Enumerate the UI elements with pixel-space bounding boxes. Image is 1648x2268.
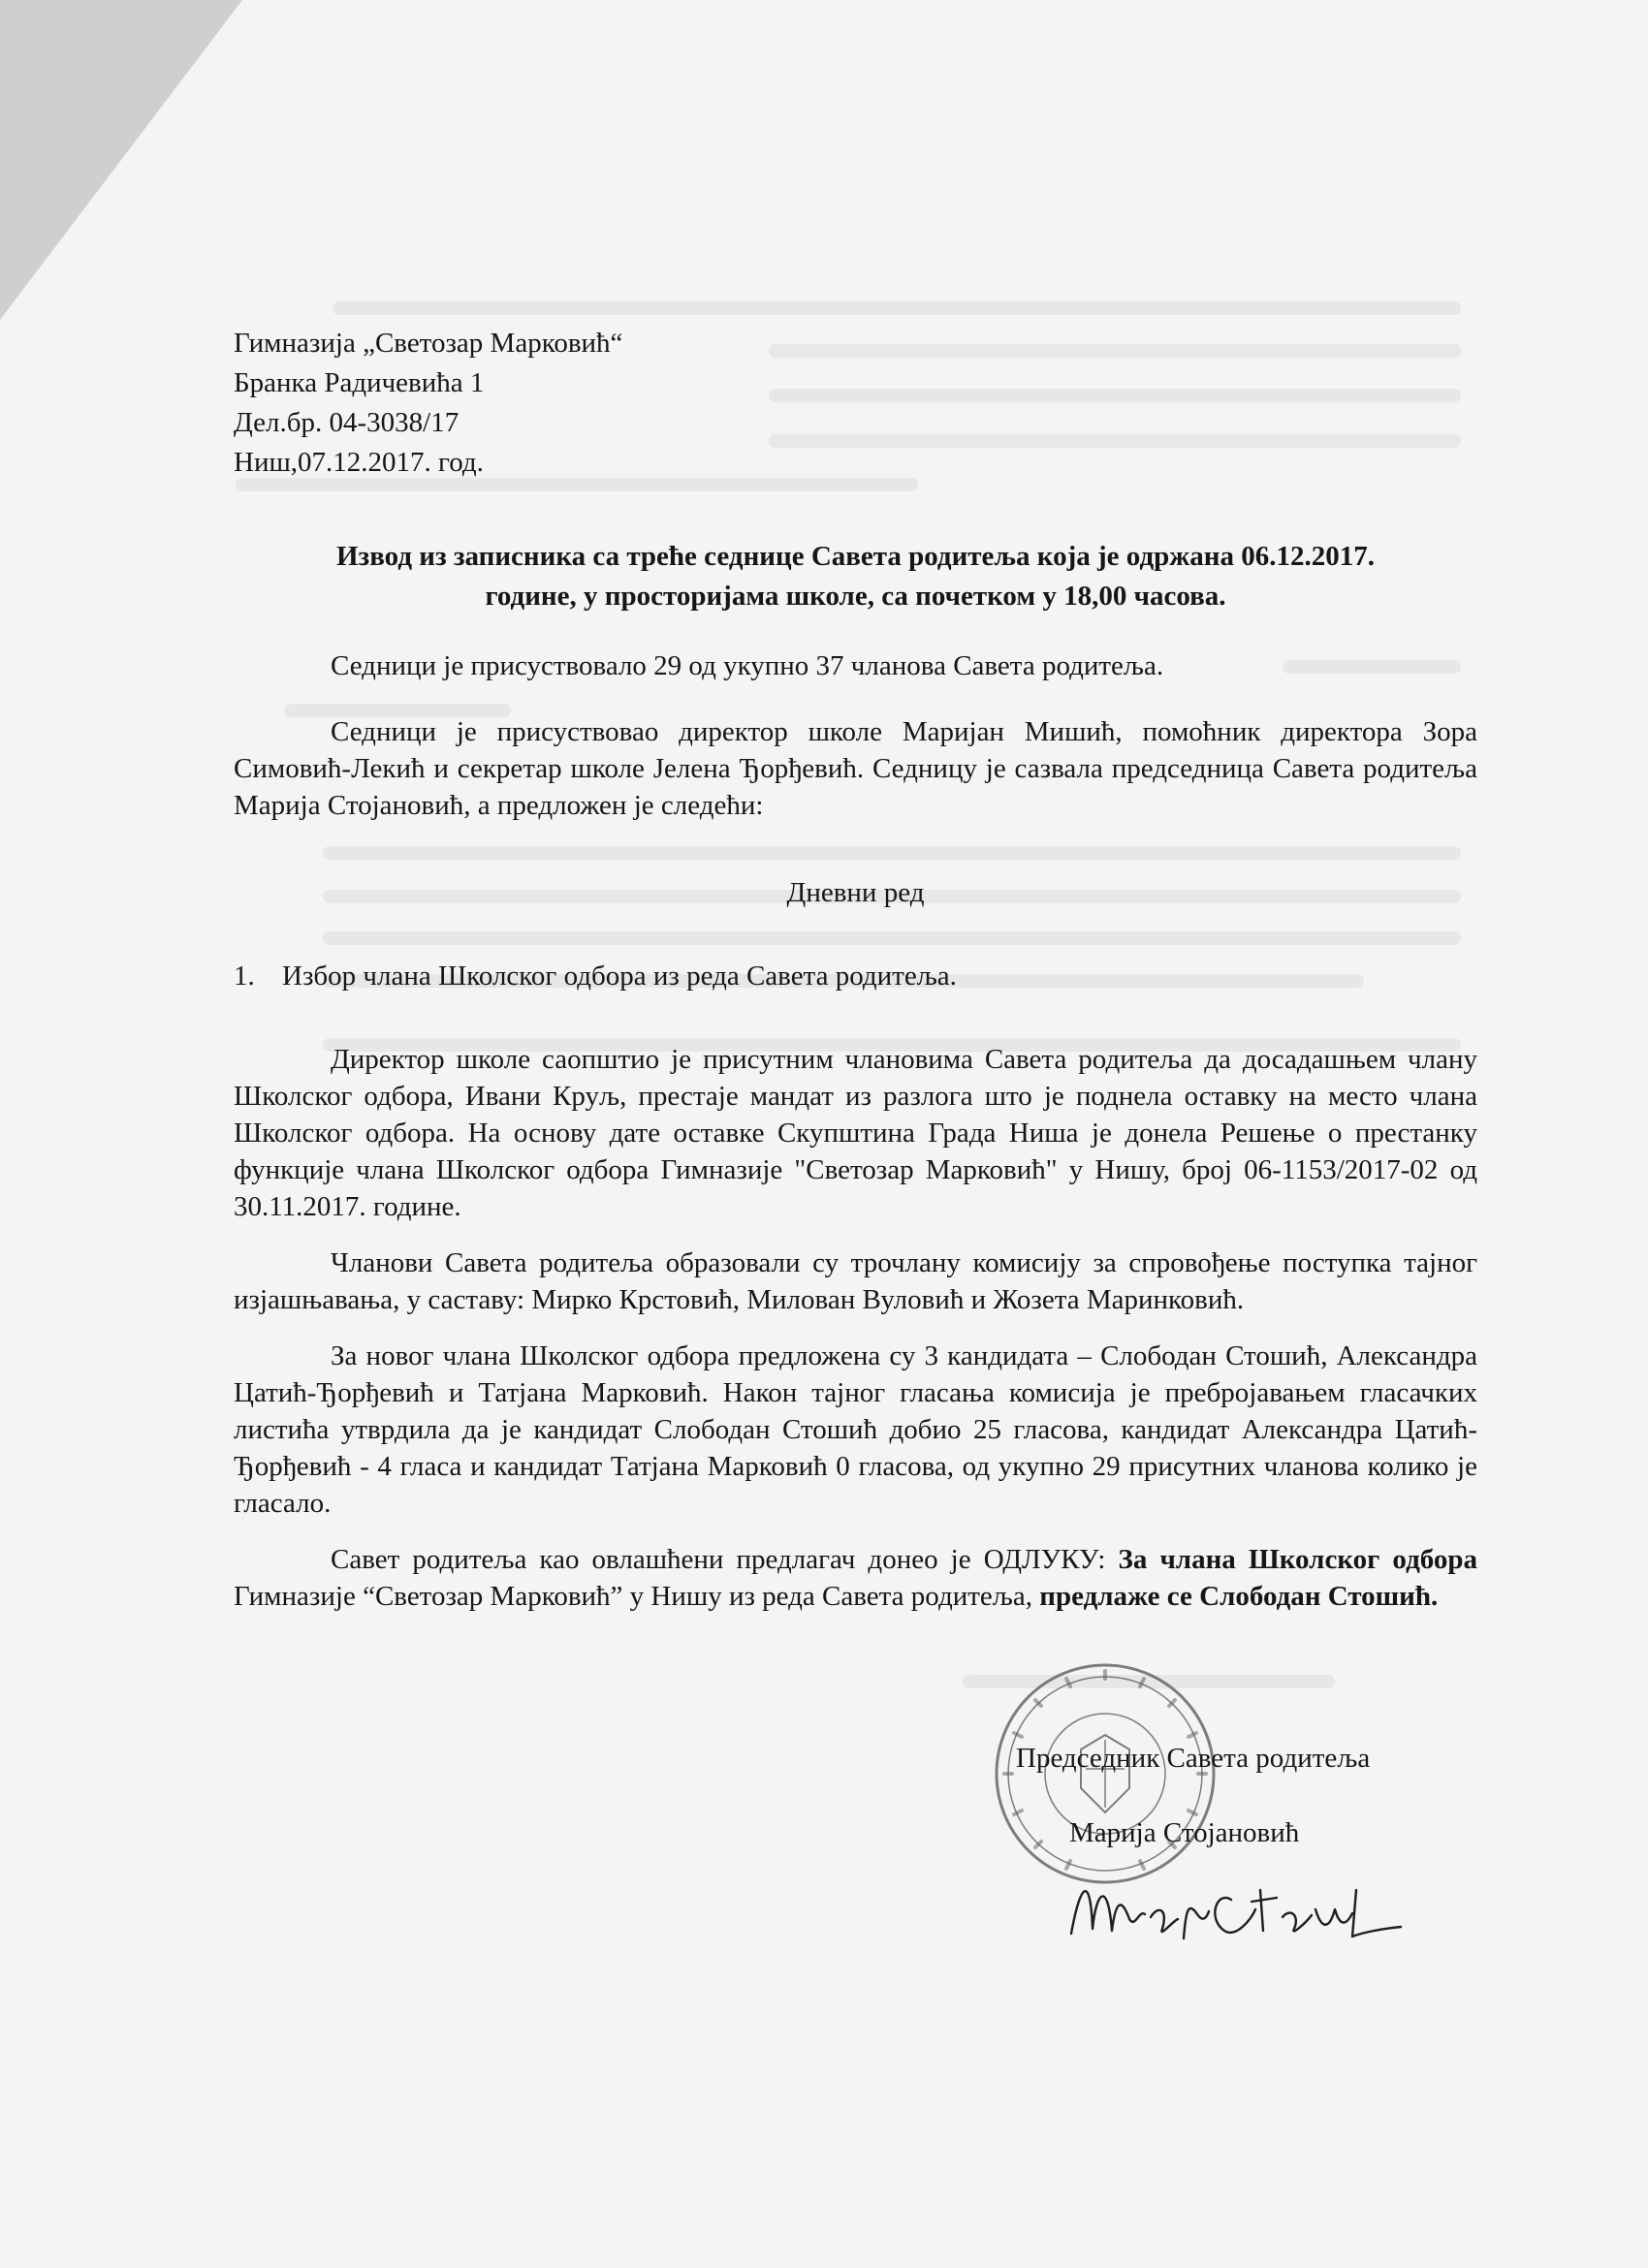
attendees-paragraph: Седници је присуствовао директор школе Маријан Мишић, помоћник директора Зора Симовић-Лекић и секретар школе Јелена Ђорђевић. Седницу је сазвала председница Савета родитеља Марија Стојановић, а предложен је следећи: bbox=[234, 716, 1477, 821]
decision-bold-2: предлаже се Слободан Стошић. bbox=[1039, 1581, 1439, 1612]
agenda-item-number: 1. bbox=[234, 961, 255, 992]
signatory-role: Председник Савета родитеља bbox=[1016, 1743, 1371, 1774]
document-body bbox=[234, 647, 1477, 1615]
school-address: Бранка Радичевића 1 bbox=[234, 367, 485, 398]
attendance-paragraph: Седници је присуствовало 29 од укупно 37 чланова Савета родитеља. bbox=[331, 650, 1164, 681]
school-header bbox=[234, 324, 815, 483]
document-title bbox=[234, 537, 1477, 616]
commission-paragraph: Чланови Савета родитеља образовали су трочлану комисију за спровођење поступка тајног изјашњавања, у саставу: Мирко Крстовић, Милован Вуловић и Жозета Маринковић. bbox=[234, 1247, 1477, 1315]
decision-middle: Гимназије “Светозар Марковић” у Нишу из реда Савета родитеља, bbox=[234, 1581, 1040, 1612]
title-line-1: Извод из записника са треће седнице Савета родитеља која је одржана 06.12.2017. bbox=[335, 541, 1376, 572]
voting-paragraph: За новог члана Школског одбора предложена су 3 кандидата – Слободан Стошић, Александра Цатић-Ђорђевић и Татјана Марковић. Након тајног гласања комисија је пребројавањем гласачких листића утврдила да је кандидат Слободан Стошић добио 25 гласова, кандидат Александра Цатић-Ђорђевић - 4 гласа и кандидат Татјана Марковић 0 гласова, од укупно 29 присутних чланова колико је гласало. bbox=[234, 1340, 1477, 1519]
decision-intro: Савет родитеља као овлашћени предлагач донео је ОДЛУКУ: bbox=[331, 1544, 1119, 1575]
decision-paragraph bbox=[234, 1541, 1477, 1615]
agenda-item-text: Избор члана Школског одбора из реда Савета родитеља. bbox=[282, 961, 957, 992]
decision-bold-1: За члана Школског одбора bbox=[1118, 1544, 1477, 1575]
resignation-paragraph: Директор школе саопштио је присутним члановима Савета родитеља да досадашњем члану Школског одбора, Ивани Круљ, престаје мандат из разлога што је поднела оставку на место члана Школског одбора. На основу дате оставке Скупштина Града Ниша је донела Решење о престанку функције члана Школског одбора Гимназије "Светозар Марковић" у Нишу, број 06-1153/2017-02 од 30.11.2017. године. bbox=[234, 1044, 1477, 1222]
agenda-title: Дневни ред bbox=[786, 877, 925, 908]
title-line-2: године, у просторијама школе, са почетком у 18,00 часова. bbox=[485, 581, 1226, 612]
school-name: Гимназија „Светозар Марковић“ bbox=[234, 328, 623, 359]
signatory-name: Марија Стојановић bbox=[1069, 1817, 1300, 1848]
place-date: Ниш,07.12.2017. год. bbox=[234, 447, 484, 478]
agenda-item bbox=[234, 958, 1477, 994]
reference-number: Дел.бр. 04-3038/17 bbox=[234, 407, 460, 438]
handwritten-signature bbox=[1062, 1861, 1410, 1958]
